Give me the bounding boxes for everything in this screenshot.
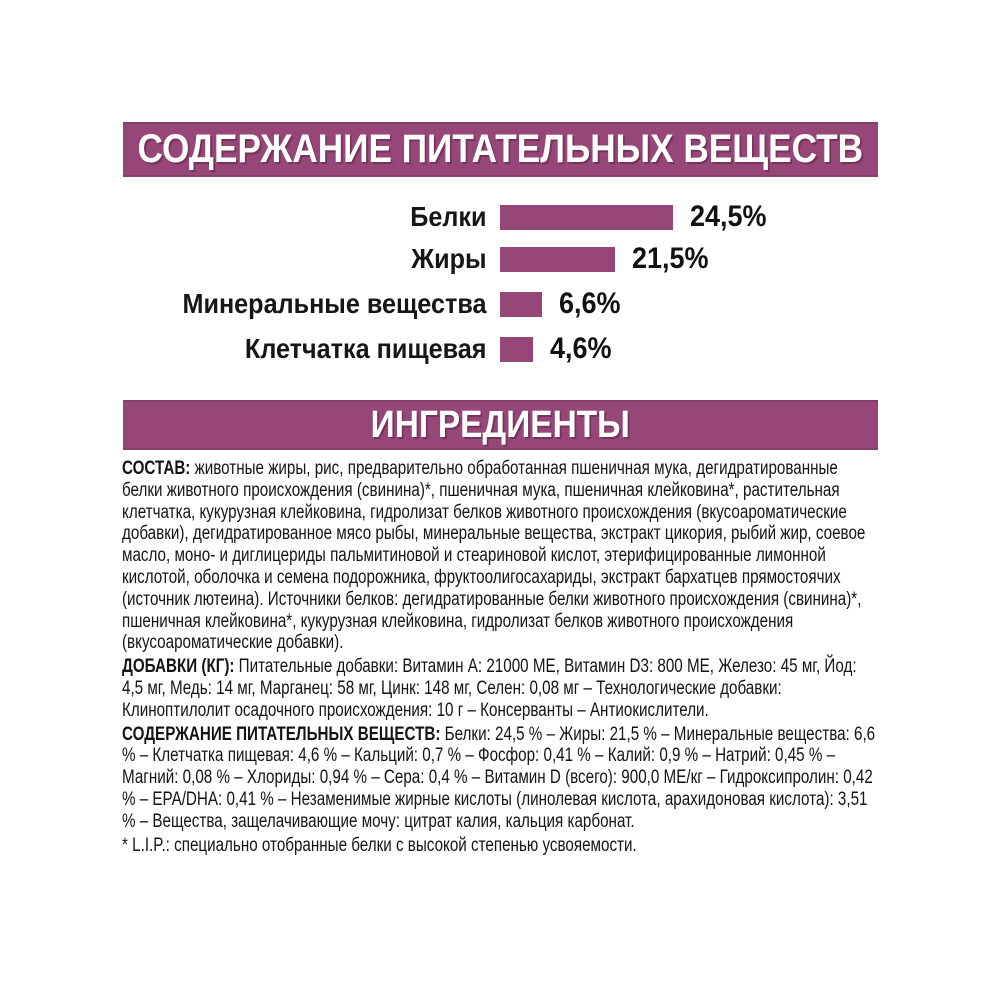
chart-row-fats — [130, 242, 717, 275]
chart-row-proteins — [130, 200, 775, 233]
chart-label-proteins: Белки — [410, 201, 487, 232]
nutrient-content-paragraph — [122, 724, 878, 833]
nutrient-content-banner — [123, 122, 878, 177]
nutrient-content-banner-title: СОДЕРЖАНИЕ ПИТАТЕЛЬНЫХ ВЕЩЕСТВ — [137, 127, 864, 171]
composition-heading: СОСТАВ: — [122, 458, 191, 479]
additives-text: Питательные добавки: Витамин A: 21000 МЕ, Витамин D3: 800 МЕ, Железо: 45 мг, Йод: 4,5 мг, Медь: 14 мг, Марганец: 58 мг, Цинк: 148 мг, Селен: 0,08 мг – Технологические добавки: Клиноптилолит осадочного происхождения: 10 г – Консерванты – Антиокислители. — [122, 656, 857, 721]
chart-value-proteins: 24,5% — [690, 200, 767, 233]
chart-row-minerals — [130, 287, 627, 320]
ingredients-banner-title: ИНГРЕДИЕНТЫ — [370, 403, 631, 446]
composition-text: животные жиры, рис, предварительно обработанная пшеничная мука, дегидратированные белки животного происхождения (свинина)*, пшеничная мука, пшеничная клейковина*, растительная клетчатка, кукурузная клейковина, гидролизат белков животного происхождения (вкусоароматические добавки), дегидратированное мясо рыбы, минеральные вещества, экстракт цикория, рыбий жир, соевое масло, моно- и диглицериды пальмитиновой и стеариновой кислот, этерифицированные лимонной кислотой, оболочка и семена подорожника, фруктоолигосахариды, экстракт бархатцев прямостоячих (источник лютеина). Источники белков: дегидратированные белки животного происхождения (свинина)*, пшеничная клейковина*, кукурузная клейковина, гидролизат белков животного происхождения (вкусоароматические добавки). — [122, 458, 866, 654]
chart-label-minerals: Минеральные вещества — [182, 288, 487, 319]
chart-value-minerals: 6,6% — [559, 287, 621, 320]
chart-value-fats: 21,5% — [632, 242, 709, 275]
chart-label-fiber: Клетчатка пищевая — [244, 333, 487, 364]
chart-bar-fiber — [500, 337, 533, 362]
label-text-block — [122, 458, 878, 856]
chart-label-fats: Жиры — [411, 243, 487, 274]
nutrient-content-heading: СОДЕРЖАНИЕ ПИТАТЕЛЬНЫХ ВЕЩЕСТВ: — [122, 723, 441, 745]
chart-value-fiber: 4,6% — [550, 332, 612, 365]
chart-bar-proteins — [500, 205, 673, 230]
lip-footnote: * L.I.P.: специально отобранные белки с высокой степенью усвояемости. — [122, 834, 637, 856]
additives-paragraph — [122, 656, 878, 721]
nutrient-content-text: Белки: 24,5 % – Жиры: 21,5 % – Минеральные вещества: 6,6 % – Клетчатка пищевая: 4,6 % – Кальций: 0,7 % – Фосфор: 0,41 % – Калий: 0,9 % – Натрий: 0,45 % – Магний: 0,08 % – Хлориды: 0,94 % – Сера: 0,4 % – Витамин D (всего): 900,0 МЕ/кг – Гидроксипролин: 0,42 % – EPA/DHA: 0,41 % – Незаменимые жирные кислоты (линолевая кислота, арахидоновая кислота): 3,51 % – Вещества, защелачивающие мочу: цитрат калия, кальция карбонат. — [122, 723, 876, 832]
chart-bar-minerals — [500, 292, 542, 317]
composition-paragraph — [122, 458, 878, 654]
chart-bar-fats — [500, 247, 615, 272]
chart-row-fiber — [130, 332, 618, 365]
ingredients-banner — [123, 400, 878, 450]
additives-heading: ДОБАВКИ (КГ): — [122, 656, 235, 678]
